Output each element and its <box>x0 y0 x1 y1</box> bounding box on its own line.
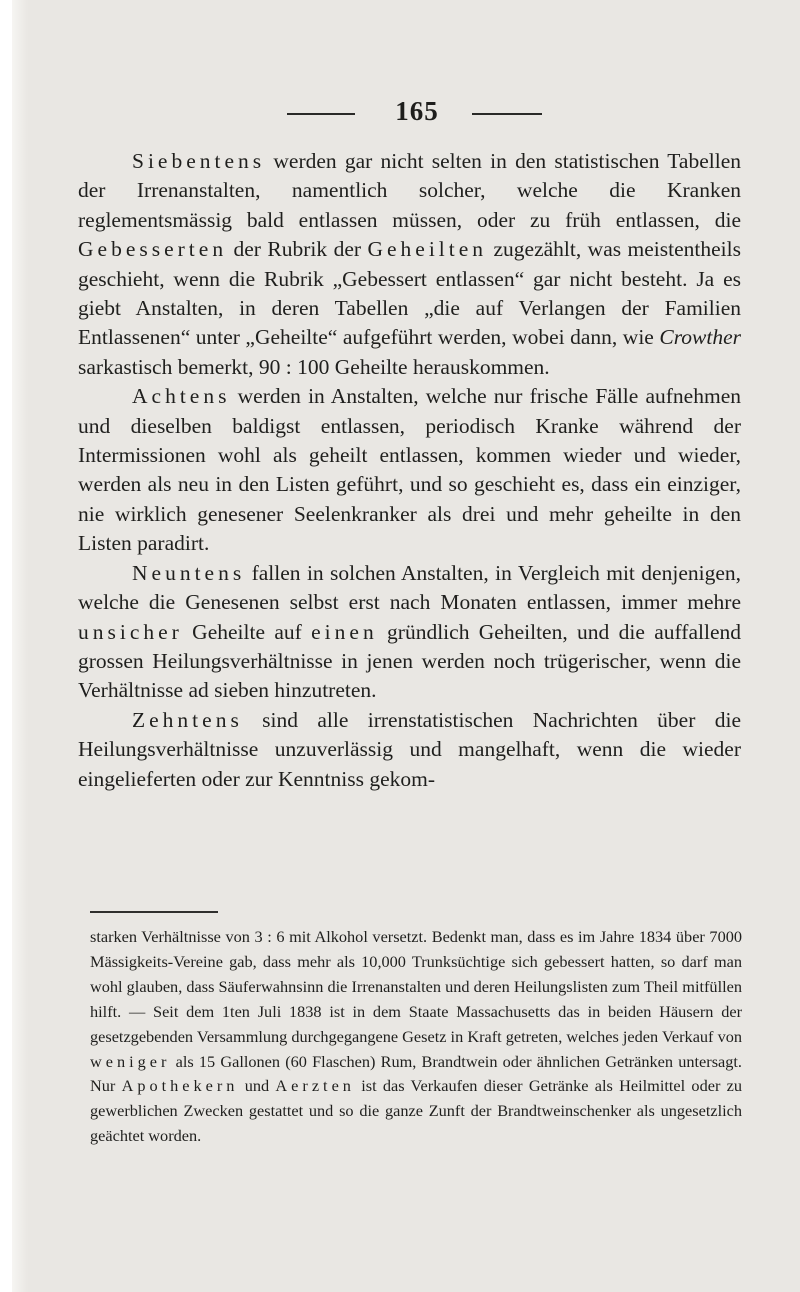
paragraph-text: sarkastisch bemerkt, 90 : 100 Geheilte herauskommen. <box>78 354 550 379</box>
page-edge <box>12 0 28 1292</box>
paragraph-zehntens <box>78 706 741 794</box>
footnote-text: und <box>238 1076 276 1096</box>
header-rule-right <box>472 113 542 115</box>
paragraph-text: der Rubrik der <box>227 237 368 262</box>
paragraph-lead: Zehntens <box>132 707 243 732</box>
paragraph-text: sind alle irrenstatistischen Nachrichten über die Heilungsverhältnisse unzuverlässig und mangelhaft, wenn die wieder eingelieferten oder zur Kenntniss gekom- <box>78 707 741 791</box>
paragraph-siebentens <box>78 147 741 382</box>
paragraph-text: werden in Anstalten, welche nur frische Fälle aufnehmen und dieselben baldigst entlassen, periodisch Kranke während der Intermissionen wohl als geheilt entlassen, kommen wieder und wieder, werden als neu in den Listen geführt, und so geschieht es, dass ein einziger, nie wirklich genesener Seelenkranker als drei und mehr geheilte in den Listen paradirt. <box>78 384 741 556</box>
page-number: 165 <box>395 96 439 126</box>
spaced-word: Gebesserten <box>78 237 228 262</box>
spaced-word: unsicher <box>78 619 183 644</box>
main-text <box>78 147 741 794</box>
header-rule-left <box>287 113 355 115</box>
spaced-word: Geheilten <box>367 237 488 262</box>
footnote-text: ist das Verkaufen dieser Getränke als Heilmittel oder zu gewerblichen Zwecken gestattet und so die ganze Zunft der Brandtweinschenker als ungesetzlich geächtet worden. <box>90 1076 743 1146</box>
author-name: Crowther <box>659 325 741 350</box>
paragraph-lead: Siebentens <box>132 149 266 173</box>
spaced-word: Apothekern <box>121 1076 239 1096</box>
book-page <box>12 0 800 1292</box>
footnote-text: als 15 Gallonen (60 Flaschen) Rum, Brandtwein oder ähnlichen Getränken untersagt. Nur <box>90 1051 742 1096</box>
footnote-text: starken Verhältnisse von 3 : 6 mit Alkohol versetzt. Bedenkt man, dass es im Jahre 1834 über 7000 Mässigkeits-Vereine gab, dass mehr als 10,000 Trunksüchtige sich gebessert hatten, so darf man wohl glauben, dass Säuferwahnsinn die Irrenanstalten und deren Heilungslisten zum Theil mitfüllen hilft. — Seit dem 1ten Juli 1838 ist in dem Staate Massachusetts das in beiden Häusern der gesetzgebenden Versammlung durchgegangene Gesetz in Kraft getreten, welches jeden Verkauf von <box>90 927 742 1046</box>
paragraph-achtens <box>78 382 741 558</box>
spaced-word: weniger <box>90 1051 171 1071</box>
paragraph-neuntens <box>78 559 741 706</box>
paragraph-text: Geheilte auf <box>182 619 312 644</box>
paragraph-text: gründlich Geheilten, und die auffallend grossen Heilungsverhältnisse in jenen werden noch trügerischer, wenn die Verhältnisse ad sieben hinzutreten. <box>78 619 742 703</box>
paragraph-lead: Neuntens <box>132 560 246 585</box>
paragraph-text: fallen in solchen Anstalten, in Vergleich mit denjenigen, welche die Genesenen selbst erst nach Monaten entlassen, immer mehre <box>78 560 741 615</box>
paragraph-text: werden gar nicht selten in den statistischen Tabellen der Irrenanstalten, namentlich solcher, welche die Kranken reglementsmässig bald entlassen müssen, oder zu früh entlassen, die <box>78 149 741 232</box>
footnote-rule <box>90 911 218 913</box>
page-header <box>12 96 800 130</box>
footnote <box>90 925 742 1149</box>
paragraph-text: zugezählt, was meistentheils geschieht, wenn die Rubrik „Gebessert entlassen“ gar nicht besteht. Ja es giebt Anstalten, in deren Tabellen „die auf Verlangen der Familien Entlassenen“ unter „Geheilte“ aufgeführt werden, wobei dann, wie <box>78 237 741 350</box>
spaced-word: Aerzten <box>275 1076 355 1096</box>
paragraph-lead: Achtens <box>132 384 231 409</box>
spaced-word: einen <box>311 619 378 644</box>
